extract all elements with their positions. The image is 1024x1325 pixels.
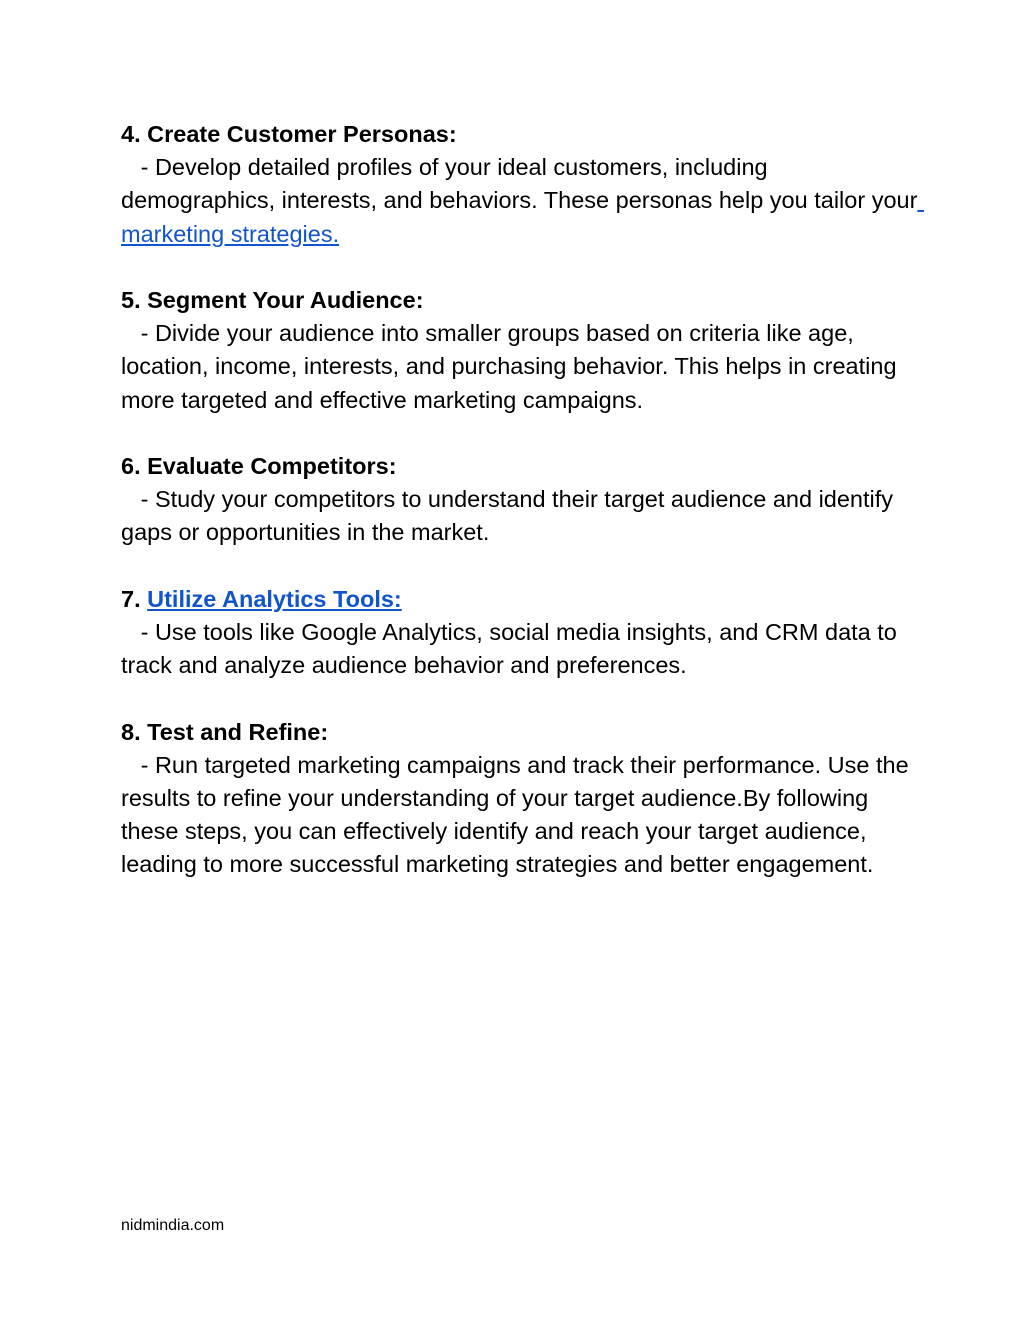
section-heading: 5. Segment Your Audience: — [121, 287, 424, 313]
section-heading: 6. Evaluate Competitors: — [121, 453, 397, 479]
section-heading: 8. Test and Refine: — [121, 718, 329, 745]
section-body-text: - Run targeted marketing campaigns and track their performance. Use the results to refine your understanding of your target audience.By following these steps, you can effectively identify and reach your target audience, leading to more successful marketing strategies and better engagement. — [121, 751, 916, 878]
section-heading — [121, 583, 921, 616]
section-evaluate-competitors — [121, 450, 921, 550]
section-body-text: - Use tools like Google Analytics, social media insights, and CRM data to track and analyze audience behavior and preferences. — [121, 619, 904, 679]
section-body — [121, 151, 924, 251]
utilize-analytics-tools-link[interactable]: Utilize Analytics Tools: — [147, 585, 402, 612]
page-footer: nidmindia.com — [121, 1217, 225, 1234]
document-content — [121, 118, 924, 915]
section-body-text: - Divide your audience into smaller groups based on criteria like age, location, income, interests, and purchasing behavior. This helps in creating more targeted and effective marketing campaigns. — [121, 320, 904, 413]
section-body-text: - Develop detailed profiles of your ideal customers, including demographics, interests, and behaviors. These personas help you tailor your — [121, 154, 918, 214]
marketing-strategies-link[interactable]: marketing strategies. — [121, 187, 924, 247]
section-utilize-analytics-tools — [121, 583, 921, 683]
section-create-customer-personas — [121, 118, 924, 251]
section-heading-number: 7. — [121, 585, 148, 612]
section-body-text: - Study your competitors to understand their target audience and identify gaps or opportunities in the market. — [121, 486, 900, 546]
section-heading: 4. Create Customer Personas: — [121, 121, 457, 147]
section-test-and-refine — [121, 716, 921, 882]
section-segment-your-audience — [121, 284, 921, 417]
